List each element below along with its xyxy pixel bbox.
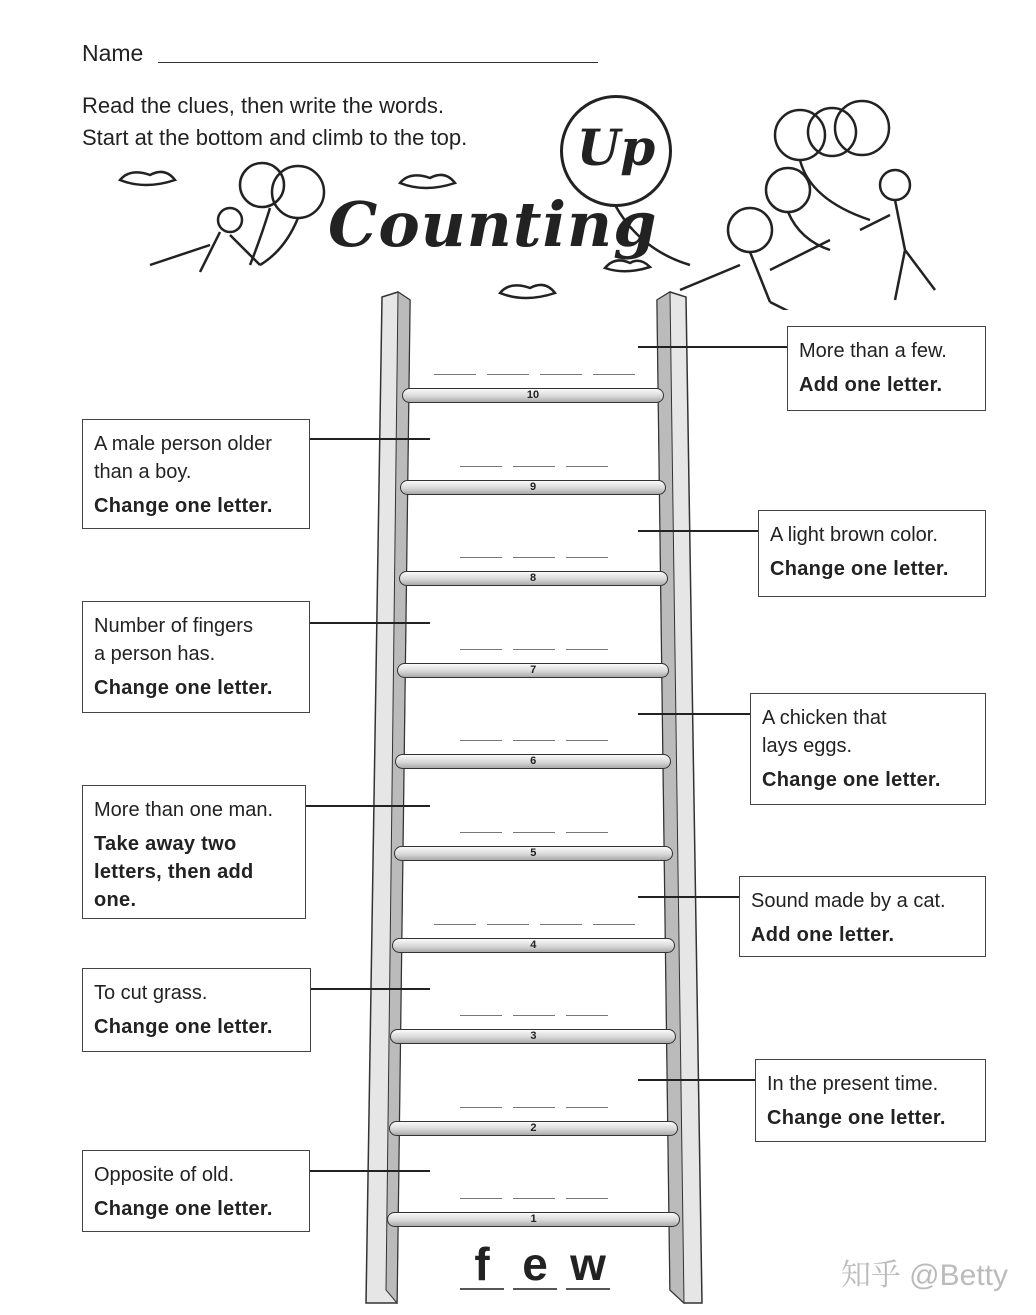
clue-text: A chicken that lays eggs. [762, 707, 887, 757]
clue-text: Opposite of old. [94, 1164, 235, 1186]
answer-blank[interactable] [566, 466, 608, 467]
answer-blank[interactable] [460, 466, 502, 467]
clue-box [82, 785, 306, 919]
clue-rule: Add one letter. [799, 374, 943, 396]
ladder-rung: 9 [400, 480, 665, 495]
answer-blank[interactable] [566, 649, 608, 650]
answer-blank[interactable] [513, 649, 555, 650]
ladder-rung: 8 [399, 571, 668, 586]
answer-blank[interactable] [566, 557, 608, 558]
clue-rule: Take away two letters, then add one. [94, 833, 254, 911]
ladder-rung: 3 [390, 1029, 676, 1044]
answer-blank[interactable] [593, 374, 635, 375]
clue-text: Number of fingers a person has. [94, 615, 253, 665]
instructions-line-1: Read the clues, then write the words. [82, 93, 444, 118]
answer-blank[interactable] [460, 557, 502, 558]
connector-line [638, 896, 739, 898]
title-counting: Counting [328, 188, 658, 261]
start-letter-1: f [460, 1240, 504, 1290]
clue-box [755, 1059, 986, 1142]
ladder-rung: 4 [392, 938, 675, 953]
connector-line [310, 1170, 430, 1172]
answer-blank[interactable] [434, 374, 476, 375]
answer-blank[interactable] [487, 374, 529, 375]
clue-text: To cut grass. [94, 982, 208, 1004]
clue-text: More than one man. [94, 799, 273, 821]
clue-box [82, 419, 310, 529]
start-letter-2: e [513, 1240, 557, 1290]
clue-box [82, 1150, 310, 1232]
clue-rule: Change one letter. [770, 558, 949, 580]
clue-text: A male person older than a boy. [94, 433, 272, 483]
answer-blank[interactable] [460, 649, 502, 650]
connector-line [311, 988, 430, 990]
ladder-rung: 7 [397, 663, 669, 678]
answer-blank[interactable] [566, 1107, 608, 1108]
answer-blank[interactable] [566, 832, 608, 833]
answer-blank[interactable] [540, 924, 582, 925]
clue-rule: Add one letter. [751, 924, 895, 946]
ladder-rung: 6 [395, 754, 671, 769]
clue-box [787, 326, 986, 411]
answer-blank[interactable] [540, 374, 582, 375]
ladder-rung: 1 [387, 1212, 680, 1227]
connector-line [306, 805, 430, 807]
watermark: 知乎 @Betty [840, 1259, 1008, 1292]
instructions-line-2: Start at the bottom and climb to the top. [82, 125, 468, 150]
answer-blank[interactable] [513, 1015, 555, 1016]
connector-line [638, 713, 750, 715]
answer-blank[interactable] [460, 740, 502, 741]
clue-box [758, 510, 986, 597]
answer-blank[interactable] [513, 557, 555, 558]
clue-rule: Change one letter. [94, 1198, 273, 1220]
answer-blank[interactable] [513, 466, 555, 467]
answer-blank[interactable] [460, 1198, 502, 1199]
connector-line [638, 1079, 755, 1081]
answer-blank[interactable] [434, 924, 476, 925]
answer-blank[interactable] [460, 1107, 502, 1108]
answer-blank[interactable] [513, 740, 555, 741]
clue-text: A light brown color. [770, 524, 938, 546]
clue-text: More than a few. [799, 340, 947, 362]
answer-blank[interactable] [460, 1015, 502, 1016]
clue-rule: Change one letter. [767, 1107, 946, 1129]
answer-blank[interactable] [566, 1015, 608, 1016]
clue-text: Sound made by a cat. [751, 890, 946, 912]
clue-rule: Change one letter. [94, 495, 273, 517]
answer-blank[interactable] [566, 740, 608, 741]
connector-line [638, 530, 758, 532]
clue-box [82, 968, 311, 1052]
connector-line [310, 622, 430, 624]
answer-blank[interactable] [593, 924, 635, 925]
connector-line [310, 438, 430, 440]
answer-blank[interactable] [460, 832, 502, 833]
answer-blank[interactable] [513, 1107, 555, 1108]
clue-rule: Change one letter. [94, 1016, 273, 1038]
ladder-rung: 10 [402, 388, 664, 403]
clue-rule: Change one letter. [94, 677, 273, 699]
clue-box [82, 601, 310, 713]
clue-box [739, 876, 986, 957]
ladder-rung: 2 [389, 1121, 679, 1136]
answer-blank[interactable] [566, 1198, 608, 1199]
clue-text: In the present time. [767, 1073, 939, 1095]
answer-blank[interactable] [487, 924, 529, 925]
answer-blank[interactable] [513, 832, 555, 833]
connector-line [638, 346, 787, 348]
name-label: Name [82, 40, 144, 66]
ladder-rung: 5 [394, 846, 673, 861]
clue-box [750, 693, 986, 805]
title-up-balloon: Up [560, 95, 672, 207]
clue-rule: Change one letter. [762, 769, 941, 791]
start-letter-3: w [566, 1240, 610, 1290]
answer-blank[interactable] [513, 1198, 555, 1199]
